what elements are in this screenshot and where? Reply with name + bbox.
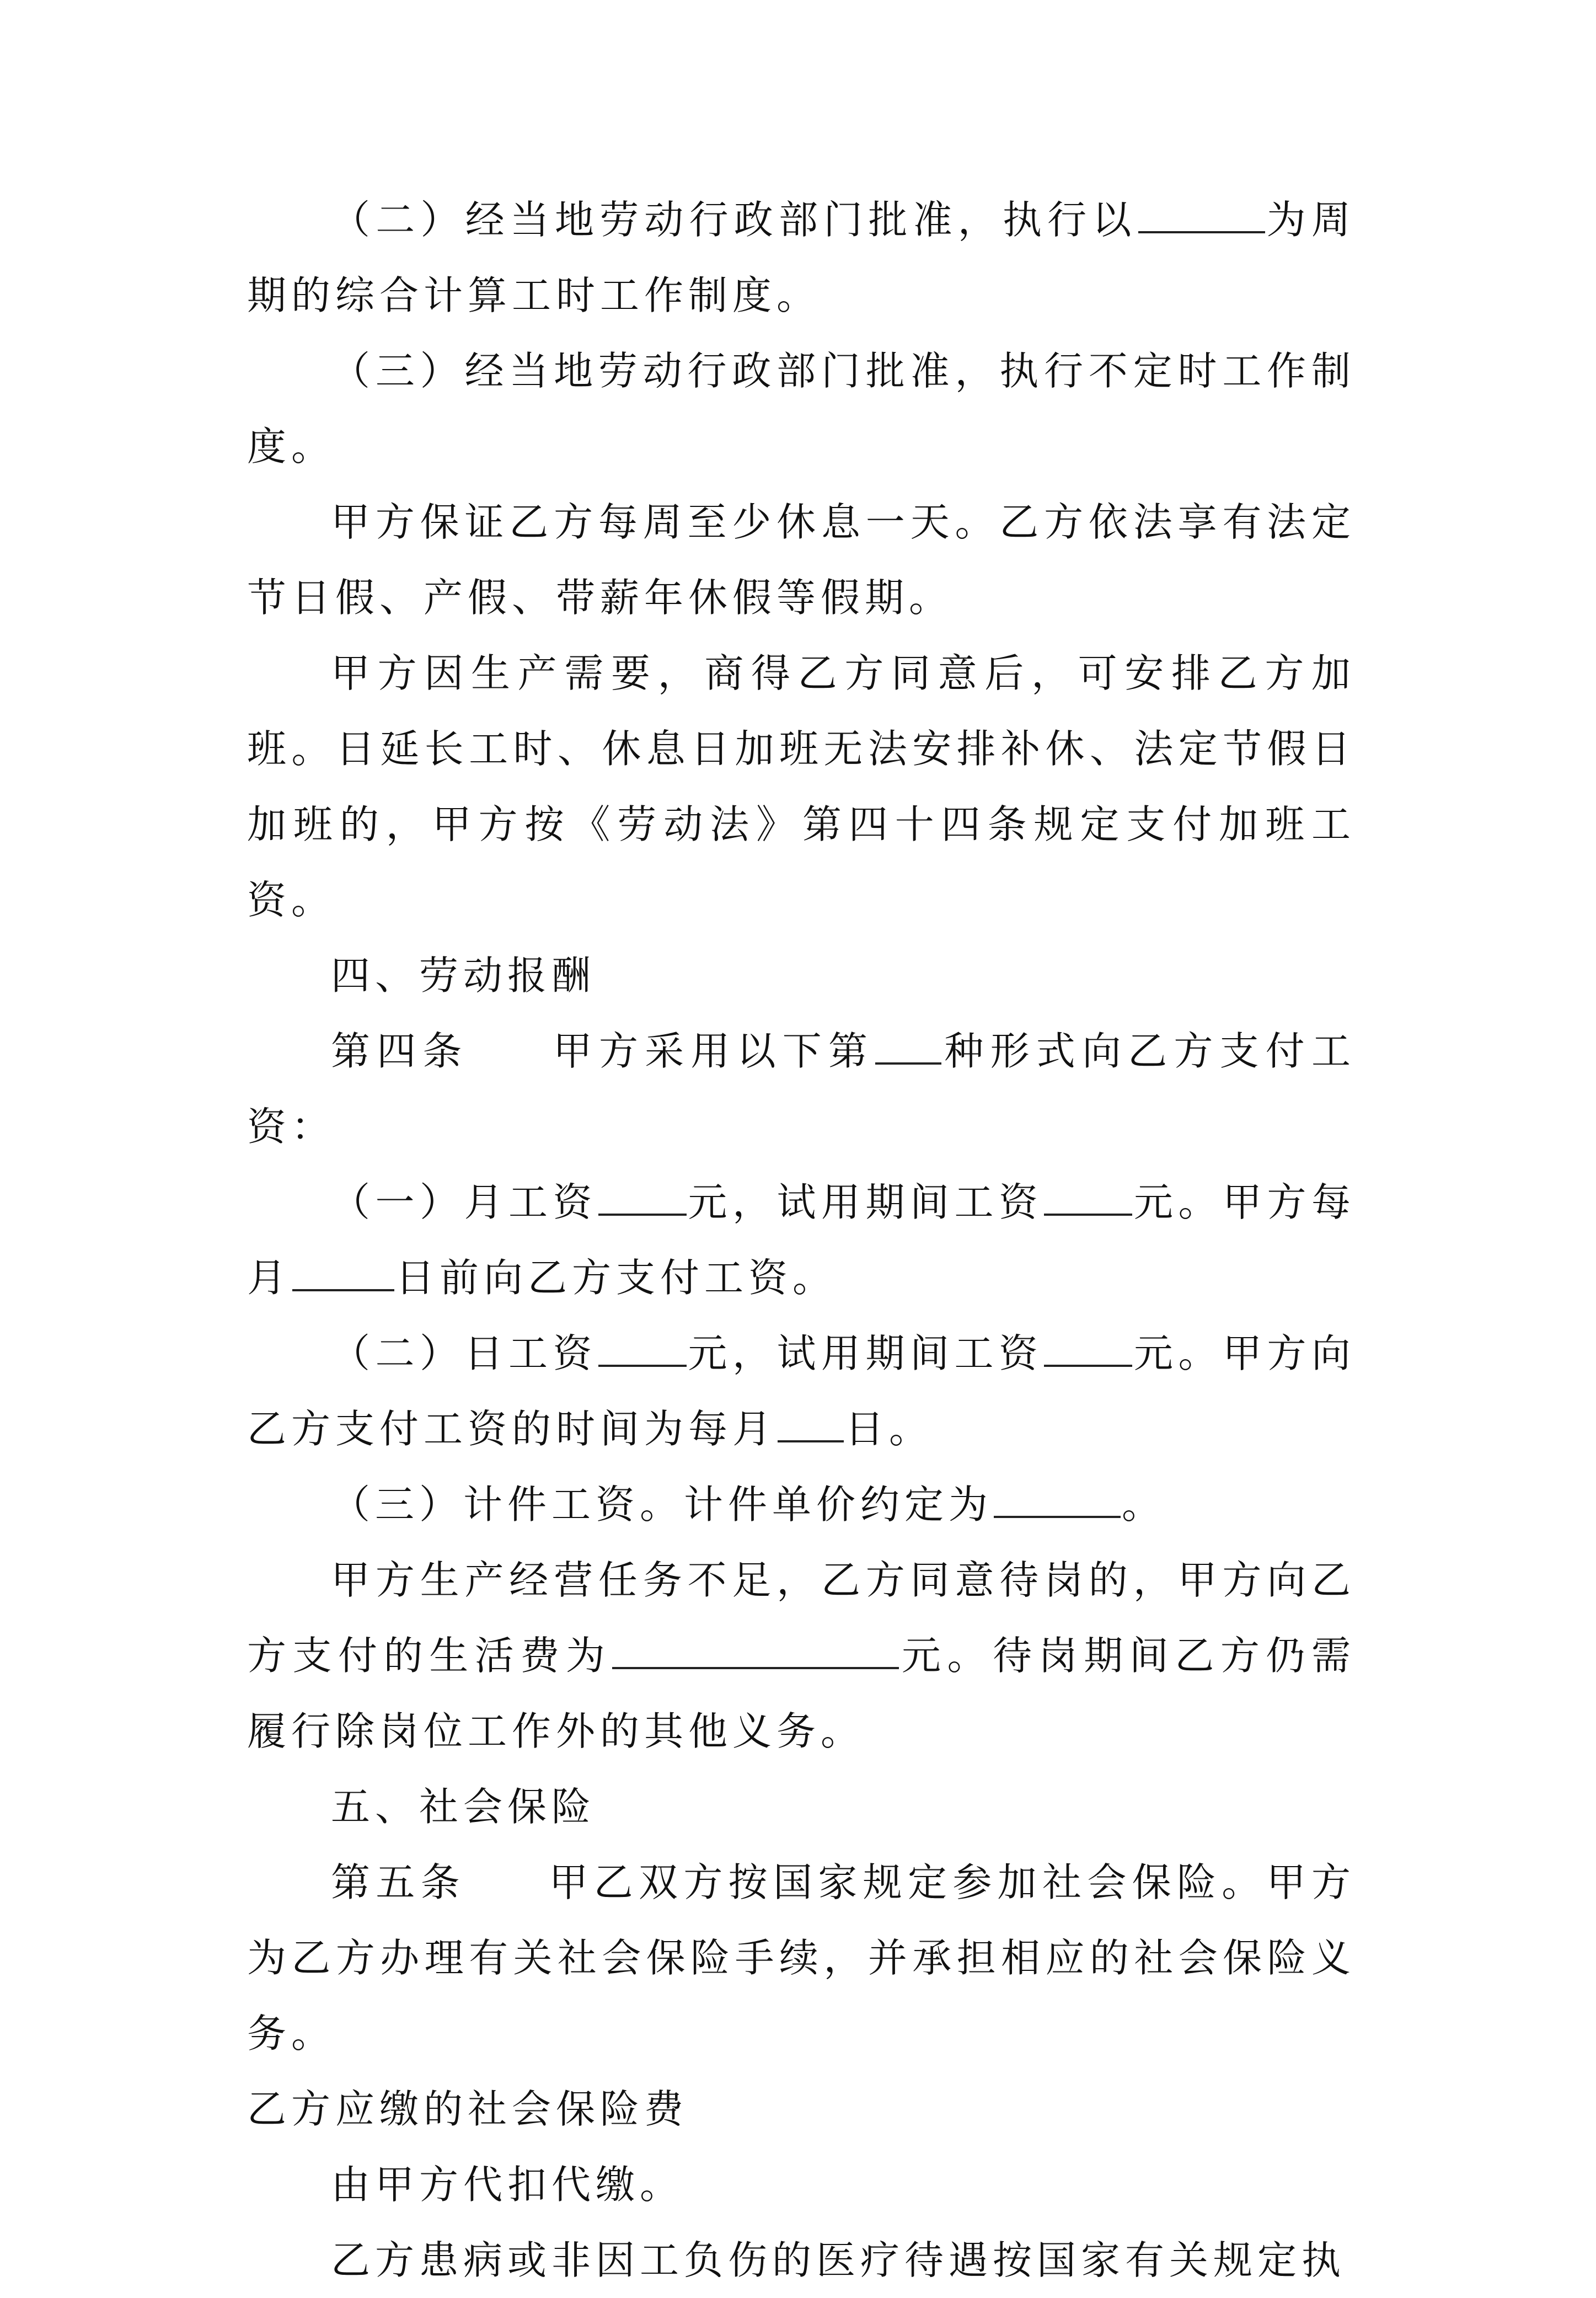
blank-probation-wage xyxy=(1044,1179,1132,1216)
blank-monthly-wage xyxy=(598,1179,687,1216)
blank-form-number xyxy=(875,1028,941,1065)
article-number: 第四条 xyxy=(331,1028,469,1074)
paragraph-withholding: 由甲方代扣代缴。 xyxy=(331,2162,684,2208)
paragraph-medical-treatment: 乙方患病或非因工负伤的医疗待遇按国家有关规定执 xyxy=(331,2237,1346,2283)
blank-monthly-pay-date xyxy=(778,1406,844,1442)
section-heading-remuneration: 四、劳动报酬 xyxy=(331,953,596,998)
blank-pay-day xyxy=(292,1255,394,1291)
article-number: 第五条 xyxy=(331,1859,465,1905)
document-body xyxy=(247,182,1356,2298)
section-heading-social-insurance: 五、社会保险 xyxy=(331,1784,596,1830)
paragraph-work-hours-flexible: （三）经当地劳动行政部门批准，执行不定时工作制度。 xyxy=(247,348,1356,469)
blank-piece-rate xyxy=(994,1482,1121,1518)
article-five: 第五条 甲乙双方按国家规定参加社会保险。甲方为乙方办理有关社会保险手续，并承担相应的社会保险义务。 xyxy=(247,1859,1356,2056)
blank-cycle xyxy=(1138,197,1265,233)
paragraph-monthly-wage: （一）月工资 元，试用期间工资 元。甲方每月 日前向乙方支付工资。 xyxy=(247,1179,1356,1301)
paragraph-rest-days: 甲方保证乙方每周至少休息一天。乙方依法享有法定节日假、产假、带薪年休假等假期。 xyxy=(247,499,1356,621)
paragraph-daily-wage: （二）日工资 元，试用期间工资 元。甲方向乙方支付工资的时间为每月 日。 xyxy=(247,1330,1356,1452)
blank-daily-wage xyxy=(598,1330,687,1367)
paragraph-piece-wage: （三）计件工资。计件单价约定为 。 xyxy=(331,1482,1166,1527)
paragraph-insurance-fee: 乙方应缴的社会保险费 xyxy=(247,2086,689,2132)
paragraph-work-hours-comprehensive: （二）经当地劳动行政部门批准，执行以 为周期的综合计算工时工作制度。 xyxy=(247,197,1356,318)
blank-probation-daily-wage xyxy=(1044,1330,1132,1367)
paragraph-standby-allowance: 甲方生产经营任务不足，乙方同意待岗的，甲方向乙方支付的生活费为 元。待岗期间乙方仍需履行除岗位工作外的其他义务。 xyxy=(247,1557,1356,1754)
paragraph-overtime: 甲方因生产需要，商得乙方同意后，可安排乙方加班。日延长工时、休息日加班无法安排补休、法定节假日加班的，甲方按《劳动法》第四十四条规定支付加班工资。 xyxy=(247,650,1356,923)
article-four: 第四条 甲方采用以下第 种形式向乙方支付工资： xyxy=(247,1028,1356,1150)
blank-living-allowance xyxy=(612,1633,899,1669)
